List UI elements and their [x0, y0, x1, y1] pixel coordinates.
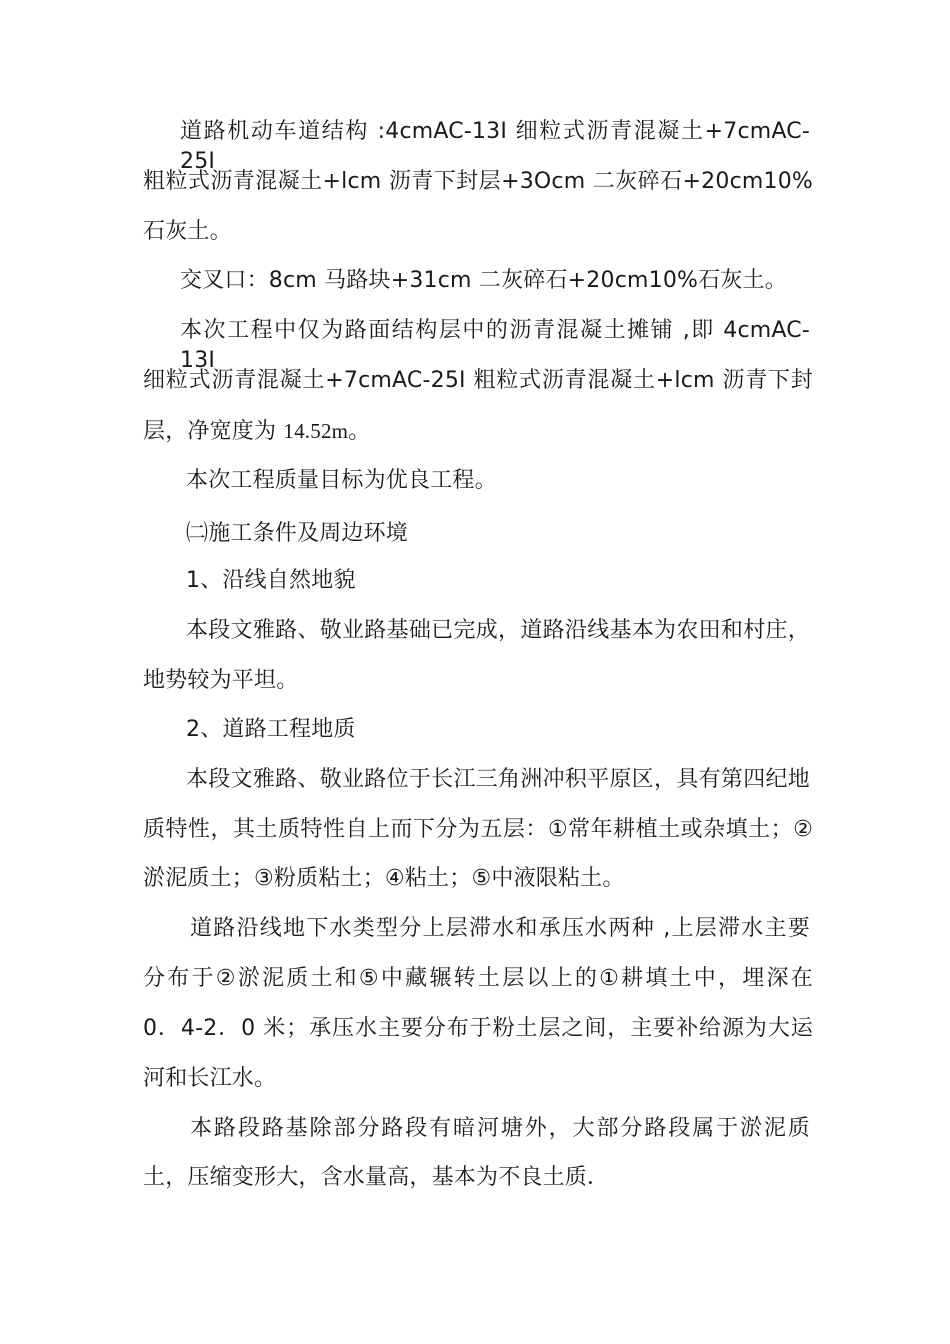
paragraph-line: 地势较为平坦。 — [143, 668, 299, 693]
paragraph-line: 本段文雅路、敬业路基础已完成，道路沿线基本为农田和村庄， — [186, 618, 810, 643]
paragraph-line: 道路机动车道结构 :4cmAC-13I 细粒式沥青混凝土+7cmAC-25I — [180, 119, 810, 174]
line-text: 。 — [348, 419, 371, 444]
paragraph-line: 本次工程中仅为路面结构层中的沥青混凝土摊铺 ,即 4cmAC-13I — [180, 318, 810, 373]
paragraph-line: 本次工程质量目标为优良工程。 — [186, 468, 497, 493]
paragraph-line: 石灰土。 — [143, 219, 232, 244]
paragraph-line: 道路沿线地下水类型分上层滞水和承压水两种 ,上层滞水主要 — [190, 916, 810, 941]
paragraph-line: 0．4-2．0 米；承压水主要分布于粉土层之间，主要补给源为大运 — [143, 1016, 813, 1041]
paragraph-line: 交叉口：8cm 马路块+31cm 二灰碎石+20cm10%石灰土。 — [180, 268, 787, 293]
paragraph-line: 淤泥质土；③粉质粘土；④粘土；⑤中液限粘土。 — [143, 866, 625, 891]
net-width-value: 14.52m — [283, 419, 349, 443]
paragraph-line — [143, 416, 813, 447]
subsection-heading: 1、沿线自然地貌 — [186, 568, 356, 593]
subsection-heading: 2、道路工程地质 — [186, 717, 356, 742]
paragraph-line: 本路段路基除部分路段有暗河塘外，大部分路段属于淤泥质 — [190, 1116, 810, 1141]
section-heading: ㈡施工条件及周边环境 — [186, 521, 409, 546]
paragraph-line: 质特性，其土质特性自上而下分为五层：①常年耕植土或杂填土；② — [143, 817, 813, 842]
paragraph-line: 本段文雅路、敬业路位于长江三角洲冲积平原区，具有第四纪地 — [186, 767, 810, 792]
paragraph-line: 河和长江水。 — [143, 1066, 277, 1091]
paragraph-line: 土，压缩变形大，含水量高，基本为不良土质． — [143, 1165, 610, 1190]
paragraph-line: 分布于②淤泥质土和⑤中藏辗转土层以上的①耕填土中，埋深在 — [143, 966, 813, 991]
line-text: 层，净宽度为 — [143, 419, 284, 444]
paragraph-line: 细粒式沥青混凝土+7cmAC-25I 粗粒式沥青混凝土+lcm 沥青下封 — [143, 368, 813, 393]
paragraph-line: 粗粒式沥青混凝土+lcm 沥青下封层+3Ocm 二灰碎石+20cm10% — [143, 169, 813, 194]
